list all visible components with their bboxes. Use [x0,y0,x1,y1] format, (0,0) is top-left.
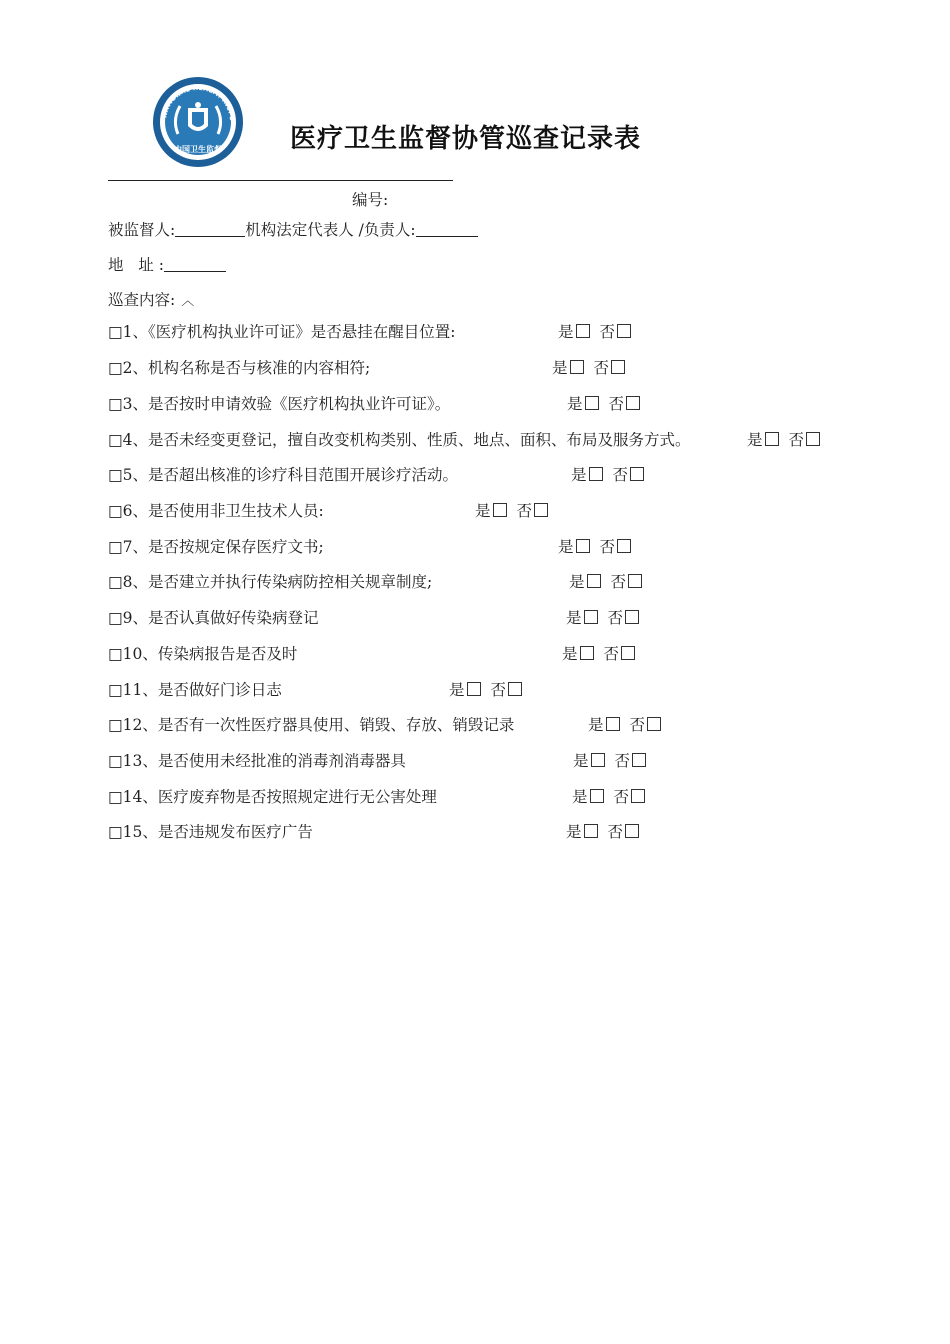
no-checkbox[interactable] [611,360,625,374]
item-label: 5、是否超出核准的诊疗科目范围开展诊疗活动。 [122,466,459,484]
yes-checkbox[interactable] [580,646,594,660]
form-title: 医疗卫生监督协管巡查记录表 [290,124,642,154]
no-label: 否 [610,573,627,591]
inspection-item [108,392,450,414]
content-row [108,288,194,310]
item-checkbox[interactable]: □ [108,573,123,591]
item-checkbox[interactable]: □ [108,323,123,341]
yes-checkbox[interactable] [576,324,590,338]
item-label: 7、是否按规定保存医疗文书; [122,538,324,556]
yes-no-options [571,463,644,485]
yes-no-options [747,428,820,450]
no-checkbox[interactable] [534,503,548,517]
yes-checkbox[interactable] [576,539,590,553]
yes-checkbox[interactable] [570,360,584,374]
item-label: 8、是否建立并执行传染病防控相关规章制度; [122,573,433,591]
no-checkbox[interactable] [617,539,631,553]
no-checkbox[interactable] [625,610,639,624]
item-checkbox[interactable]: □ [108,645,123,663]
yes-no-options [569,570,642,592]
no-checkbox[interactable] [626,396,640,410]
no-checkbox[interactable] [630,467,644,481]
item-label: 3、是否按时申请效验《医疗机构执业许可证》。 [122,395,451,413]
item-checkbox[interactable]: □ [108,716,123,734]
no-checkbox[interactable] [508,682,522,696]
no-checkbox[interactable] [628,574,642,588]
logo-arc-text: NATIONAL HEALTH INSPE [161,84,236,122]
inspection-item [108,428,691,450]
inspection-item [108,820,313,842]
no-label: 否 [629,716,646,734]
yes-checkbox[interactable] [584,824,598,838]
item-label: 4、是否未经变更登记，擅自改变机构类别、性质、地点、面积、布局及服务方式。 [122,431,691,449]
yes-no-options [558,320,631,342]
yes-label: 是 [558,323,574,341]
item-label: 11、是否做好门诊日志 [122,681,282,699]
yes-no-options [562,642,635,664]
caret-icon: ︿ [181,294,195,309]
inspection-item [108,606,319,628]
item-label: 2、机构名称是否与核准的内容相符; [122,359,371,377]
inspection-item [108,535,324,557]
yes-label: 是 [573,752,589,770]
yes-no-options [449,678,522,700]
item-label: 15、是否违规发布医疗广告 [122,823,313,841]
yes-label: 是 [566,609,582,627]
yes-no-options [552,356,625,378]
item-checkbox[interactable]: □ [108,431,123,449]
item-label: 10、传染病报告是否及时 [122,645,298,663]
yes-label: 是 [558,538,574,556]
no-checkbox[interactable] [617,324,631,338]
yes-checkbox[interactable] [585,396,599,410]
yes-label: 是 [449,681,465,699]
inspection-item [108,642,297,664]
yes-label: 是 [569,573,585,591]
yes-no-options [588,713,661,735]
inspection-item [108,570,432,592]
health-inspection-logo [152,76,244,168]
item-checkbox[interactable]: □ [108,609,123,627]
no-label: 否 [612,466,629,484]
yes-no-options [572,785,645,807]
inspection-item [108,713,514,735]
yes-no-options [573,749,646,771]
no-label: 否 [607,823,624,841]
yes-checkbox[interactable] [589,467,603,481]
no-label: 否 [599,538,616,556]
no-checkbox[interactable] [621,646,635,660]
form-number-label: 编号: [352,191,389,209]
no-label: 否 [599,323,616,341]
supervised-label: 被监督人: [108,221,176,239]
address-blank[interactable] [164,255,226,272]
yes-checkbox[interactable] [591,753,605,767]
no-checkbox[interactable] [631,789,645,803]
item-label: 9、是否认真做好传染病登记 [122,609,319,627]
yes-no-options [475,499,548,521]
no-label: 否 [603,645,620,663]
yes-no-options [567,392,640,414]
inspection-item [108,678,282,700]
yes-checkbox[interactable] [765,432,779,446]
item-checkbox[interactable]: □ [108,788,123,806]
no-label: 否 [614,752,631,770]
yes-checkbox[interactable] [590,789,604,803]
yes-label: 是 [588,716,604,734]
yes-no-options [566,820,639,842]
yes-label: 是 [572,788,588,806]
no-label: 否 [516,502,533,520]
no-label: 否 [593,359,610,377]
content-label: 巡查内容: [108,291,176,309]
yes-label: 是 [566,823,582,841]
yes-label: 是 [552,359,568,377]
item-checkbox[interactable]: □ [108,538,123,556]
no-label: 否 [613,788,630,806]
supervised-row [108,218,478,240]
no-checkbox[interactable] [632,753,646,767]
item-label: 14、医疗废弃物是否按照规定进行无公害处理 [122,788,437,806]
yes-checkbox[interactable] [493,503,507,517]
representative-blank[interactable] [416,220,478,237]
representative-label: 机构法定代表人 /负责人: [245,221,416,239]
item-checkbox[interactable]: □ [108,823,123,841]
item-checkbox[interactable]: □ [108,752,123,770]
no-label: 否 [788,431,805,449]
no-label: 否 [607,609,624,627]
yes-checkbox[interactable] [584,610,598,624]
supervised-blank[interactable] [175,220,245,237]
inspection-item [108,785,437,807]
yes-label: 是 [571,466,587,484]
inspection-item [108,499,324,521]
address-row [108,253,226,275]
item-checkbox[interactable]: □ [108,395,123,413]
yes-checkbox[interactable] [587,574,601,588]
no-checkbox[interactable] [625,824,639,838]
item-label: 6、是否使用非卫生技术人员: [122,502,324,520]
inspection-item [108,320,456,342]
yes-label: 是 [567,395,583,413]
item-checkbox[interactable]: □ [108,359,123,377]
yes-label: 是 [747,431,763,449]
no-checkbox[interactable] [806,432,820,446]
inspection-item [108,356,370,378]
item-checkbox[interactable]: □ [108,466,123,484]
item-label: 13、是否使用未经批准的消毒剂消毒器具 [122,752,406,770]
address-label: 地 址 : [108,256,164,274]
no-label: 否 [608,395,625,413]
item-checkbox[interactable]: □ [108,502,123,520]
yes-label: 是 [475,502,491,520]
no-label: 否 [490,681,507,699]
yes-no-options [566,606,639,628]
item-label: 12、是否有一次性医疗器具使用、销毁、存放、销毁记录 [122,716,515,734]
inspection-item [108,749,406,771]
yes-label: 是 [562,645,578,663]
yes-no-options [558,535,631,557]
item-label: 1、《医疗机构执业许可证》是否悬挂在醒目位置: [122,323,456,341]
header-divider [108,180,453,181]
item-checkbox[interactable]: □ [108,681,123,699]
inspection-item [108,463,458,485]
yes-checkbox[interactable] [606,717,620,731]
no-checkbox[interactable] [647,717,661,731]
yes-checkbox[interactable] [467,682,481,696]
svg-text:中国卫生监督: 中国卫生监督 [174,145,222,154]
